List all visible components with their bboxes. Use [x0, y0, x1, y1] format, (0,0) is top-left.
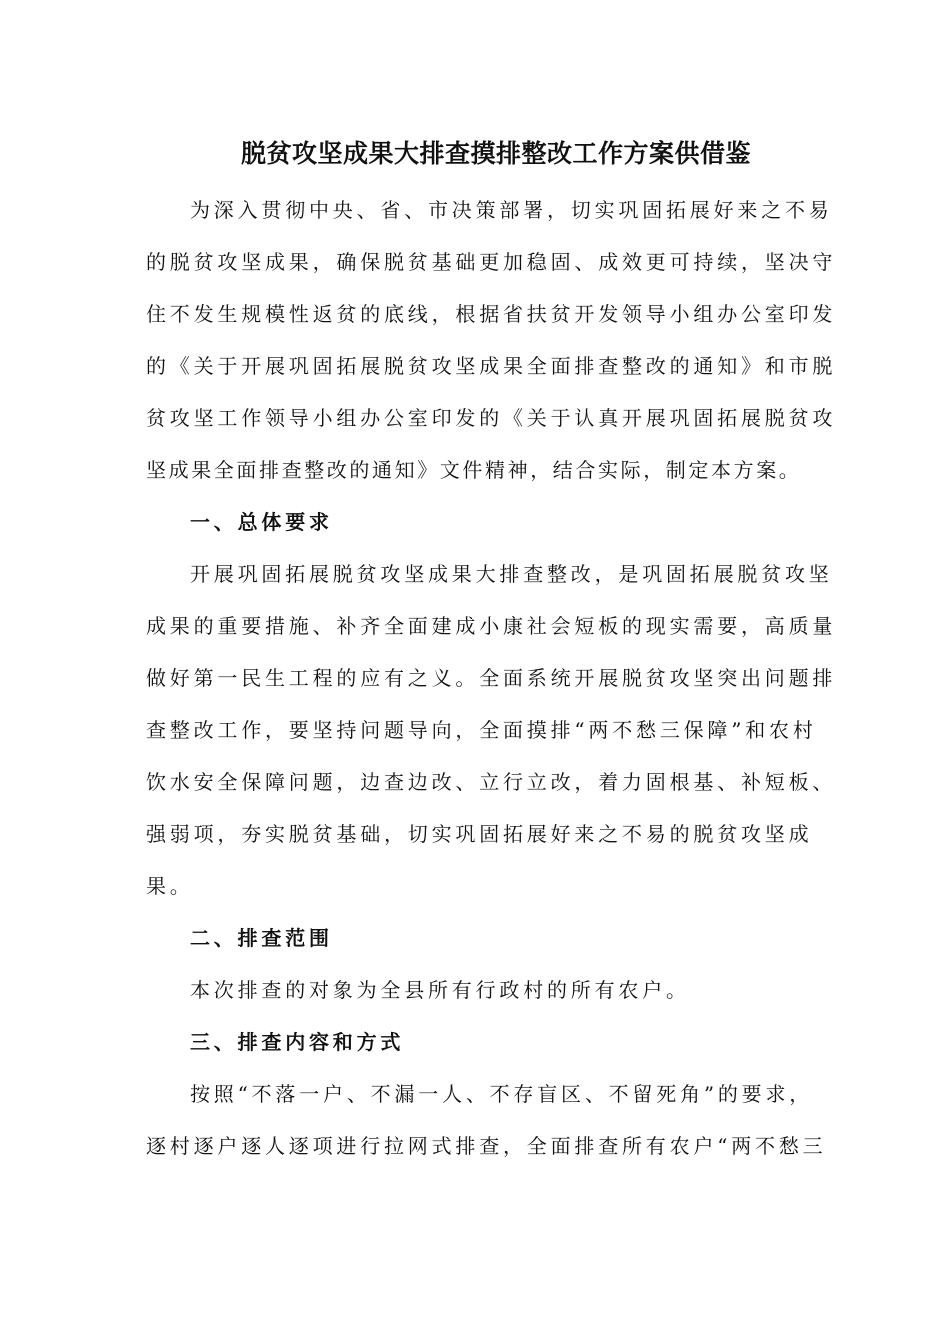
paragraph-line: 坚成果全面排查整改的通知》文件精神，结合实际，制定本方案。	[146, 458, 802, 482]
paragraph-line: 按照“不落一户、不漏一人、不存盲区、不留死角”的要求，	[190, 1082, 814, 1106]
paragraph-line: 本次排查的对象为全县所有行政村的所有农户。	[190, 978, 690, 1002]
paragraph-line: 的脱贫攻坚成果，确保脱贫基础更加稳固、成效更可持续，坚决守	[146, 250, 837, 274]
paragraph-line: 开展巩固拓展脱贫攻坚成果大排查整改，是巩固拓展脱贫攻坚	[190, 562, 833, 586]
section-heading-content-method: 三、排查内容和方式	[190, 1030, 405, 1054]
paragraph-line: 的《关于开展巩固拓展脱贫攻坚成果全面排查整改的通知》和市脱	[146, 354, 837, 378]
section-heading-general-requirements: 一、总体要求	[190, 510, 333, 534]
paragraph-line: 饮水安全保障问题，边查边改、立行立改，着力固根基、补短板、	[146, 770, 837, 794]
paragraph-line: 贫攻坚工作领导小组办公室印发的《关于认真开展巩固拓展脱贫攻	[146, 406, 837, 430]
document-title: 脱贫攻坚成果大排查摸排整改工作方案供借鉴	[240, 139, 751, 168]
paragraph-line: 逐村逐户逐人逐项进行拉网式排查，全面排查所有农户“两不愁三	[146, 1134, 827, 1158]
paragraph-line: 住不发生规模性返贫的底线，根据省扶贫开发领导小组办公室印发	[146, 302, 837, 326]
document-body	[146, 184, 837, 1172]
paragraph-line: 成果的重要措施、补齐全面建成小康社会短板的现实需要，高质量	[146, 614, 837, 638]
paragraph-line: 果。	[146, 874, 194, 898]
paragraph-line: 做好第一民生工程的应有之义。全面系统开展脱贫攻坚突出问题排	[146, 666, 837, 690]
paragraph-line: 为深入贯彻中央、省、市决策部署，切实巩固拓展好来之不易	[190, 198, 833, 222]
paragraph-line: 强弱项，夯实脱贫基础，切实巩固拓展好来之不易的脱贫攻坚成	[146, 822, 813, 846]
section-heading-scope: 二、排查范围	[190, 926, 333, 950]
paragraph-line: 查整改工作，要坚持问题导向，全面摸排“两不愁三保障”和农村	[146, 718, 817, 742]
